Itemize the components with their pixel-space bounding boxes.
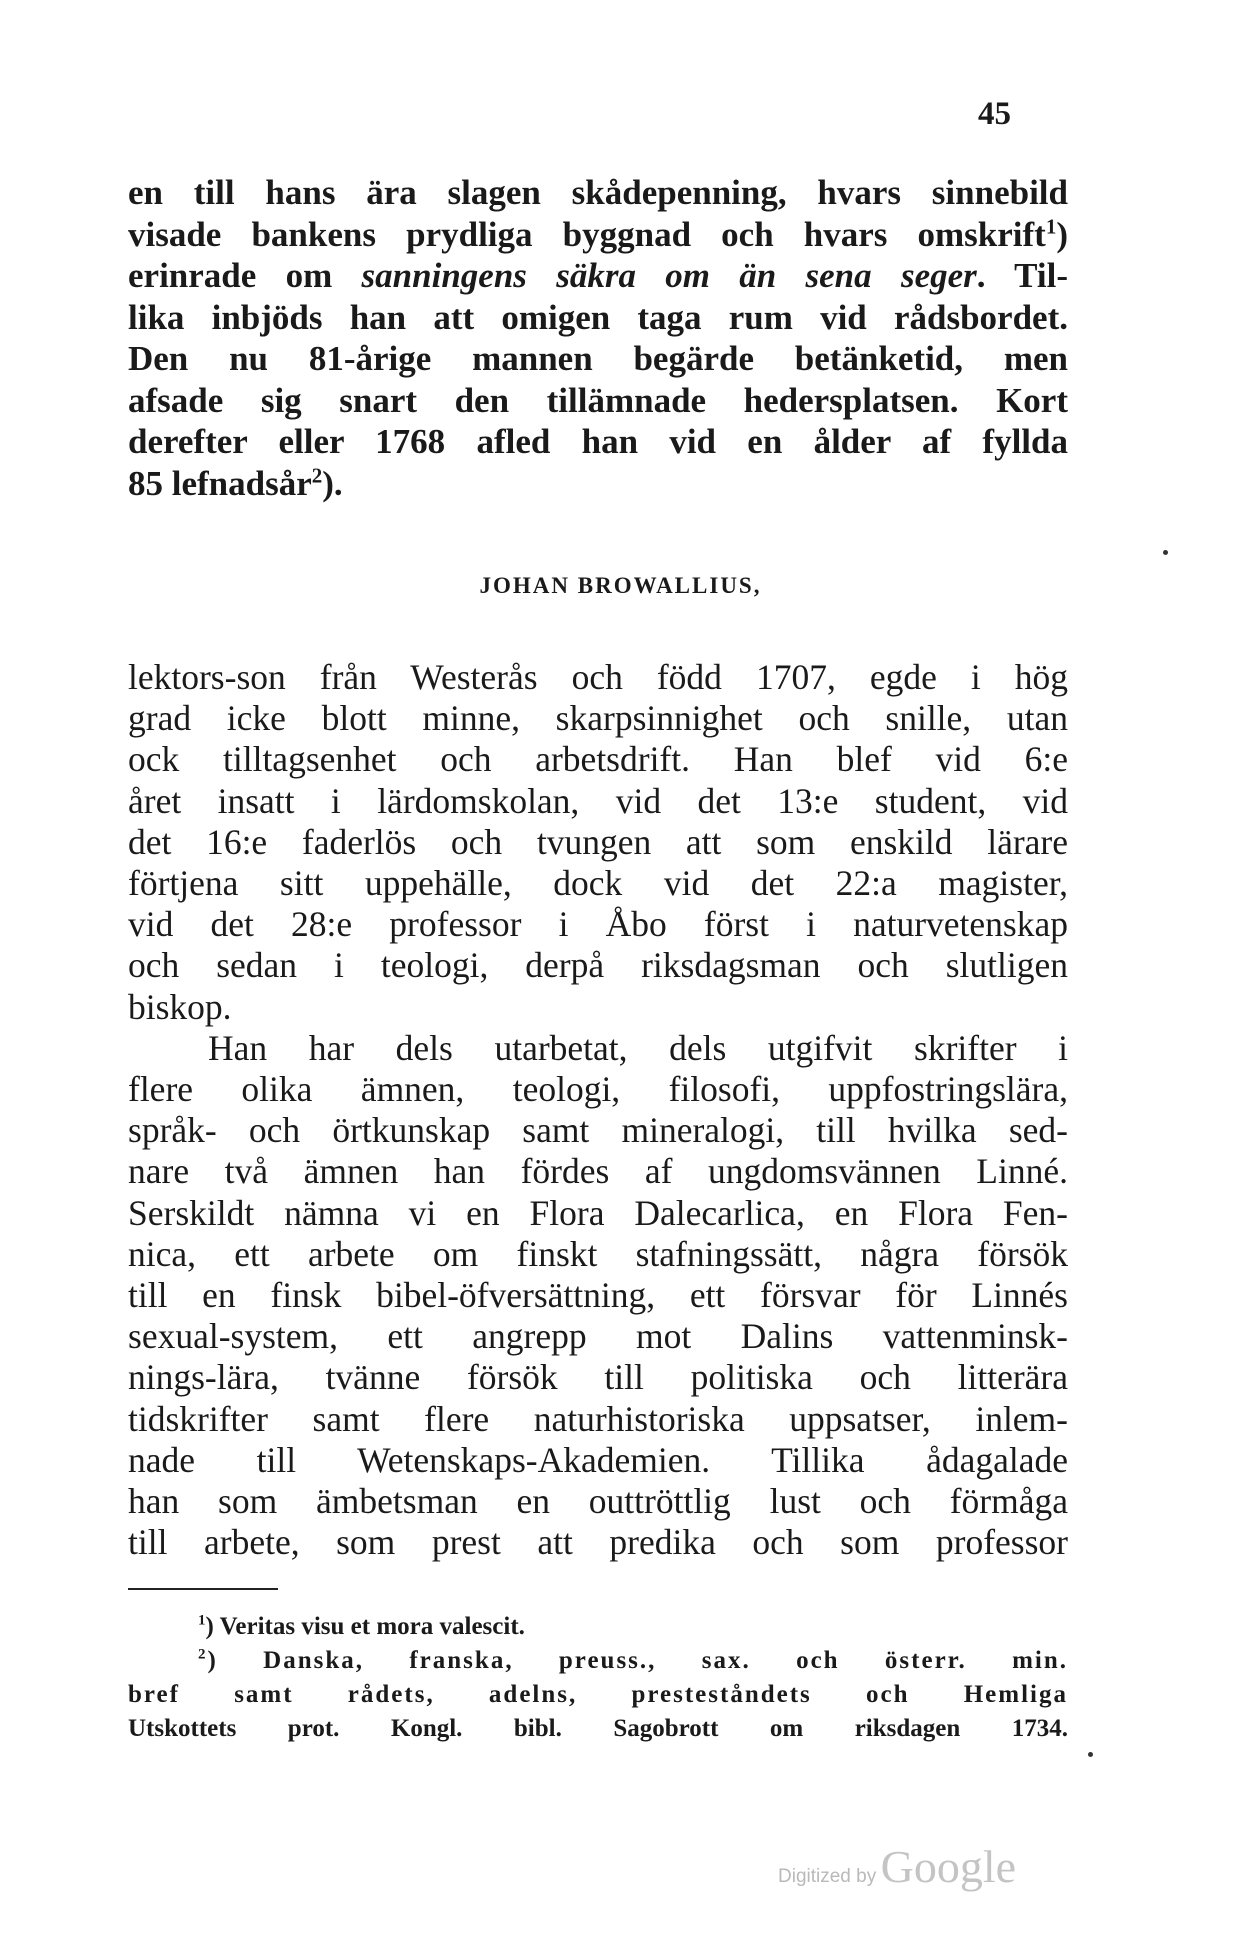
- main-paragraph: [128, 657, 1068, 1563]
- text-line: till arbete, som prest att predika och som professor: [128, 1522, 1068, 1563]
- text-line: nings-lära, tvänne försök till politiska och litterära: [128, 1357, 1068, 1398]
- footnotes: [128, 1610, 1068, 1746]
- text-line: lektors-son från Westerås och född 1707, egde i hög: [128, 657, 1068, 697]
- text-line: biskop.: [128, 986, 232, 1027]
- text-line: lika inbjöds han att omigen taga rum vid rådsbordet.: [128, 297, 1068, 337]
- text-line: och sedan i teologi, derpå riksdagsman och slutligen: [128, 945, 1068, 986]
- text-line: visade bankens prydliga byggnad och hvars omskrift$^1$): [128, 213, 1068, 254]
- footnote-ref: 1: [1045, 213, 1057, 238]
- footnote-1: $^1$) Veritas visu et mora valescit.: [198, 1612, 525, 1640]
- text-line: förtjena sitt uppehälle, dock vid det 22:a magister,: [128, 863, 1068, 904]
- text-line: derefter eller 1768 afled han vid en ålder af fyllda: [128, 422, 1068, 461]
- print-speck: [1088, 1752, 1093, 1757]
- text-line: språk- och örtkunskap samt mineralogi, till hvilka sed-: [128, 1110, 1068, 1151]
- text-line: nare två ämnen han fördes af ungdomsvännen Linné.: [128, 1151, 1068, 1192]
- text-line: Han har dels utarbetat, dels utgifvit skrifter i: [208, 1027, 1068, 1068]
- watermark-prefix: Digitized by: [778, 1866, 877, 1887]
- text-line: afsade sig snart den tillämnade hedersplatsen. Kort: [128, 380, 1068, 420]
- footnote-2: $^2$) Danska, franska, preuss., sax. och österr. min.: [198, 1646, 1068, 1674]
- top-paragraph: [128, 172, 1068, 504]
- footnote-ref: 2: [311, 462, 323, 487]
- google-watermark: [778, 1840, 1016, 1893]
- text-line: tidskrifter samt flere naturhistoriska uppsatser, inlem-: [128, 1398, 1068, 1439]
- text-line: sexual-system, ett angrepp mot Dalins vattenminsk-: [128, 1316, 1068, 1357]
- text-line: grad icke blott minne, skarpsinnighet och snille, utan: [128, 698, 1068, 739]
- text-line: erinrade om sanningens säkra om än sena seger. Til-: [128, 256, 1068, 295]
- text-line: en till hans ära slagen skådepenning, hvars sinnebild: [128, 173, 1068, 212]
- motto-phrase: sanningens säkra om än sena seger: [361, 256, 977, 295]
- section-heading: JOHAN BROWALLIUS,: [479, 573, 762, 598]
- text-line: det 16:e faderlös och tvungen att som enskild lärare: [128, 821, 1068, 862]
- text-line: året insatt i lärdomskolan, vid det 13:e student, vid: [128, 780, 1068, 821]
- text-line: nica, ett arbete om finskt stafningssätt, några försök: [128, 1233, 1068, 1274]
- text-line: vid det 28:e professor i Åbo först i naturvetenskap: [128, 904, 1068, 945]
- footnote-2-line: Utskottets prot. Kongl. bibl. Sagobrott om riksdagen 1734.: [128, 1715, 1068, 1742]
- page-number: 45: [978, 96, 1011, 132]
- text-line: nade till Wetenskaps-Akademien. Tillika ådagalade: [128, 1439, 1068, 1480]
- text-line: Serskildt nämna vi en Flora Dalecarlica, en Flora Fen-: [128, 1192, 1068, 1233]
- google-logo: Google: [880, 1841, 1017, 1892]
- print-speck: [1163, 550, 1168, 555]
- text-line: flere olika ämnen, teologi, filosofi, uppfostringslära,: [128, 1069, 1068, 1110]
- text-line: ock tilltagsenhet och arbetsdrift. Han blef vid 6:e: [128, 739, 1068, 780]
- footnote-divider: [128, 1588, 278, 1590]
- text-line: Den nu 81-årige mannen begärde betänketid, men: [128, 339, 1068, 378]
- footnote-2-line: bref samt rådets, adelns, presteståndets och Hemliga: [128, 1681, 1068, 1708]
- text-line: han som ämbetsman en outtröttlig lust och förmåga: [128, 1481, 1068, 1522]
- text-line: 85 lefnadsår$^2$).: [128, 462, 343, 503]
- text-line: till en finsk bibel-öfversättning, ett försvar för Linnés: [128, 1275, 1068, 1316]
